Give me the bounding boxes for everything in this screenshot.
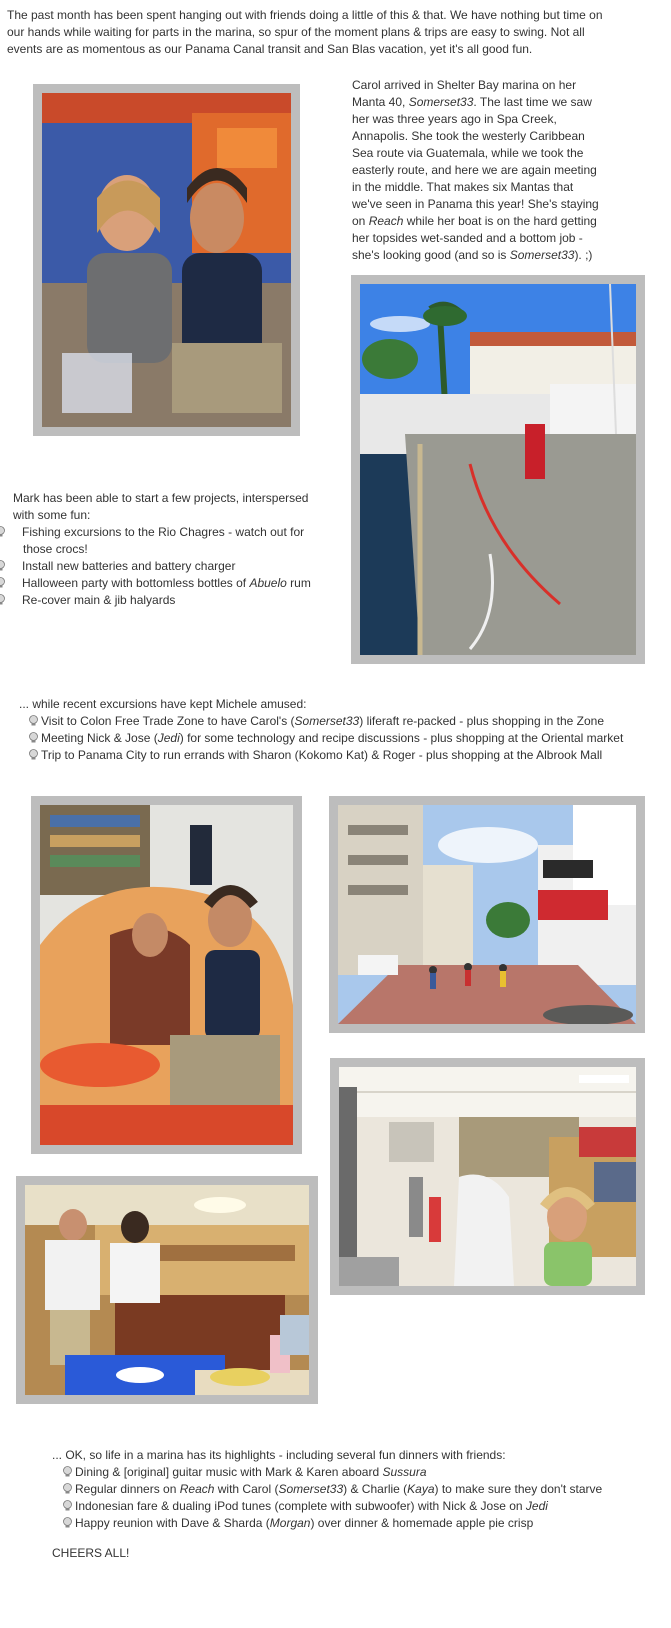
bulb-bullet-icon: [28, 748, 39, 759]
marina-dinners-section: [52, 1447, 652, 1532]
photo-frame-panama-street: [329, 796, 645, 1033]
photo-frame-galley-dinner: [16, 1176, 318, 1404]
list-item: Visit to Colon Free Trade Zone to have Carol's (Somerset33) liferaft re-packed - plus shopping in the Zone: [28, 713, 659, 730]
michele-excursions-section: [19, 696, 659, 764]
bulb-bullet-icon: [9, 593, 20, 604]
photo-frame-free-zone-store: [330, 1058, 645, 1295]
boat-name-reach: Reach: [368, 214, 404, 228]
bulb-bullet-icon: [62, 1482, 73, 1493]
mark-projects-section: [13, 490, 329, 609]
bulb-bullet-icon: [9, 559, 20, 570]
photo-frame-carol-michele: [33, 84, 300, 436]
closing-text: CHEERS ALL!: [52, 1546, 130, 1560]
michele-intro: ... while recent excursions have kept Michele amused:: [19, 697, 307, 711]
photo-marina-dock: [360, 284, 636, 655]
list-item: Re-cover main & jib halyards: [23, 592, 329, 609]
photo-frame-liferaft: [31, 796, 302, 1154]
marina-list: [62, 1464, 652, 1532]
intro-paragraph: The past month has been spent hanging out with friends doing a little of this & that. We have nothing but time on our hands while waiting for parts in the marina, so spur of the moment plans & trips are easy to swing. Not all events are as momentous as our Panama Canal transit and San Blas vacation, yet it's all good fun.: [7, 8, 603, 56]
marina-intro: ... OK, so life in a marina has its highlights - including several fun dinners with friends:: [52, 1448, 506, 1462]
list-item: Happy reunion with Dave & Sharda (Morgan) over dinner & homemade apple pie crisp: [62, 1515, 652, 1532]
photo-panama-city-street: [338, 805, 636, 1024]
mark-intro: Mark has been able to start a few projects, interspersed with some fun:: [13, 491, 309, 522]
photo-liferaft-repack: [40, 805, 293, 1145]
list-item: Indonesian fare & dualing iPod tunes (complete with subwoofer) with Nick & Jose on Jedi: [62, 1498, 652, 1515]
bulb-bullet-icon: [62, 1516, 73, 1527]
bulb-bullet-icon: [62, 1499, 73, 1510]
list-item: Fishing excursions to the Rio Chagres - watch out for those crocs!: [23, 524, 329, 558]
boat-name-somerset33: Somerset33: [408, 95, 474, 109]
list-item: Trip to Panama City to run errands with Sharon (Kokomo Kat) & Roger - plus shopping at the Albrook Mall: [28, 747, 659, 764]
photo-galley-dinner: [25, 1185, 309, 1395]
photo-free-trade-zone-store: [339, 1067, 636, 1286]
list-item: Halloween party with bottomless bottles of Abuelo rum: [23, 575, 329, 592]
list-item: Meeting Nick & Jose (Jedi) for some technology and recipe discussions - plus shopping at the Oriental market: [28, 730, 659, 747]
photo-carol-and-michele: [42, 93, 291, 427]
bulb-bullet-icon: [62, 1465, 73, 1476]
list-item: Dining & [original] guitar music with Mark & Karen aboard Sussura: [62, 1464, 652, 1481]
photo-frame-marina-dock: [351, 275, 645, 664]
boat-name-somerset33-2: Somerset33: [509, 248, 575, 262]
mark-list: [23, 524, 329, 609]
bulb-bullet-icon: [28, 731, 39, 742]
bulb-bullet-icon: [9, 525, 20, 536]
list-item: Regular dinners on Reach with Carol (Somerset33) & Charlie (Kaya) to make sure they don't starve: [62, 1481, 652, 1498]
carol-paragraph: Carol arrived in Shelter Bay marina on her Manta 40, Somerset33. The last time we saw her was three years ago in Spa Creek, Annapolis. She took the westerly Caribbean Sea route via Guatemala, while we took the easterly route, and here we are again meeting in the middle. That makes six Mantas that we've seen in Panama this year! She's staying on Reach while her boat is on the hard getting her topsides wet-sanded and a bottom job - she's looking good (and so is Somerset33). ;): [352, 78, 599, 262]
list-item: Install new batteries and battery charger: [23, 558, 329, 575]
michele-list: [28, 713, 659, 764]
bulb-bullet-icon: [28, 714, 39, 725]
bulb-bullet-icon: [9, 576, 20, 587]
